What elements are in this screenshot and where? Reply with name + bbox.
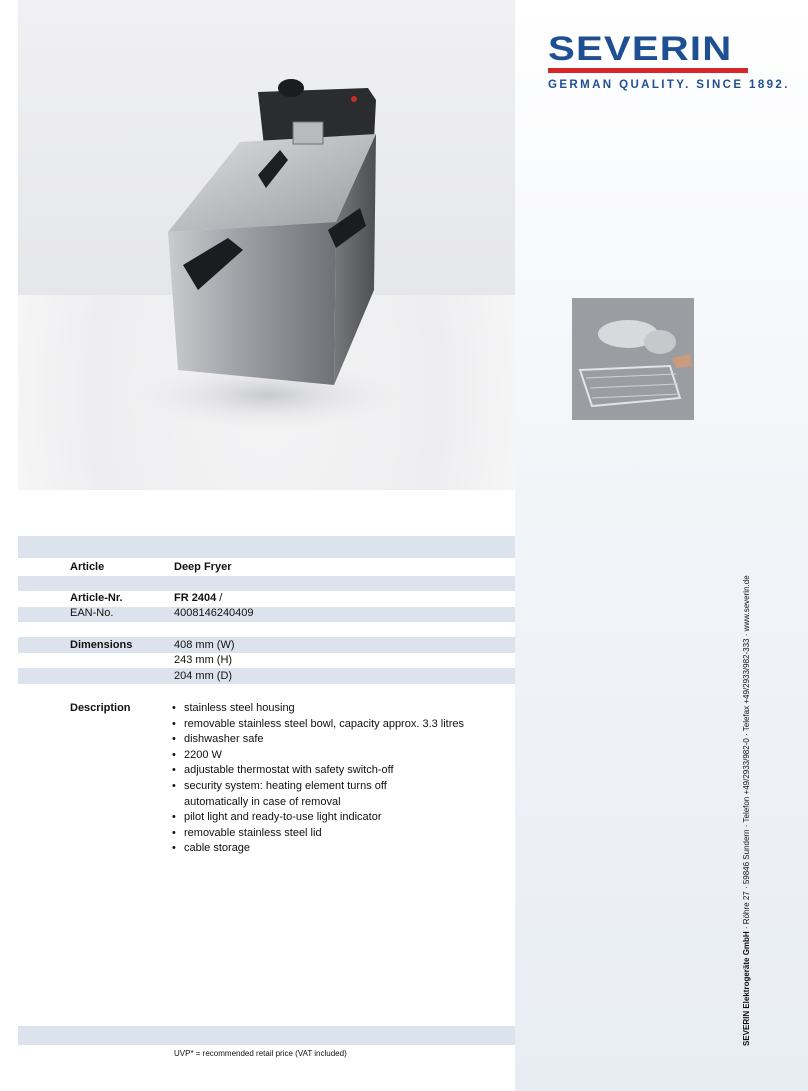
severin-logo bbox=[548, 30, 790, 91]
article-nr-row bbox=[174, 592, 222, 604]
band-spacer-1 bbox=[18, 576, 515, 591]
dimension-depth: 204 mm (D) bbox=[174, 670, 233, 682]
inset-photo bbox=[572, 298, 694, 420]
list-item: • stainless steel housing bbox=[172, 701, 492, 717]
ean-value: 4008146240409 bbox=[174, 607, 254, 619]
list-item: • 2200 W bbox=[172, 748, 492, 764]
company-address: · Röhre 27 · 59846 Sundern · Telefon +49/2933/982-0 · Telefax +49/2933/982-333 · www.severin.de bbox=[742, 575, 751, 932]
dimensions-label: Dimensions bbox=[70, 639, 133, 651]
logo-tagline: GERMAN QUALITY. SINCE 1892. bbox=[548, 79, 790, 91]
footnote: UVP* = recommended retail price (VAT included) bbox=[174, 1049, 347, 1058]
logo-wordmark: SEVERIN bbox=[548, 30, 733, 68]
dishwasher-basket-illustration bbox=[572, 298, 694, 420]
ean-label: EAN-No. bbox=[70, 607, 114, 619]
band-footer bbox=[18, 1026, 515, 1045]
list-item: • removable stainless steel lid bbox=[172, 826, 492, 842]
dimension-width: 408 mm (W) bbox=[174, 639, 235, 651]
list-item: • security system: heating element turns off automatically in case of removal bbox=[172, 779, 454, 810]
article-value: Deep Fryer bbox=[174, 561, 232, 573]
band-header bbox=[18, 536, 515, 558]
list-item: • dishwasher safe bbox=[172, 732, 492, 748]
dimension-height: 243 mm (H) bbox=[174, 654, 233, 666]
article-nr-value: FR 2404 bbox=[174, 592, 217, 604]
list-item: • adjustable thermostat with safety switch-off bbox=[172, 763, 492, 779]
product-photo bbox=[18, 0, 515, 490]
description-list bbox=[172, 701, 492, 857]
band-spacer-4 bbox=[18, 668, 515, 684]
list-item: • removable stainless steel bowl, capacity approx. 3.3 litres bbox=[172, 717, 492, 733]
company-info-vertical bbox=[742, 575, 751, 1046]
deep-fryer-illustration bbox=[18, 0, 515, 490]
sidebar-background bbox=[515, 0, 808, 1091]
list-item: • cable storage bbox=[172, 841, 492, 857]
logo-red-bar bbox=[548, 68, 748, 73]
list-item: • pilot light and ready-to-use light indicator bbox=[172, 810, 492, 826]
article-nr-label: Article-Nr. bbox=[70, 592, 123, 604]
article-label: Article bbox=[70, 561, 105, 573]
article-nr-suffix: / bbox=[216, 592, 223, 604]
description-label: Description bbox=[70, 702, 131, 714]
company-name: SEVERIN Elektrogeräte GmbH bbox=[742, 931, 751, 1046]
